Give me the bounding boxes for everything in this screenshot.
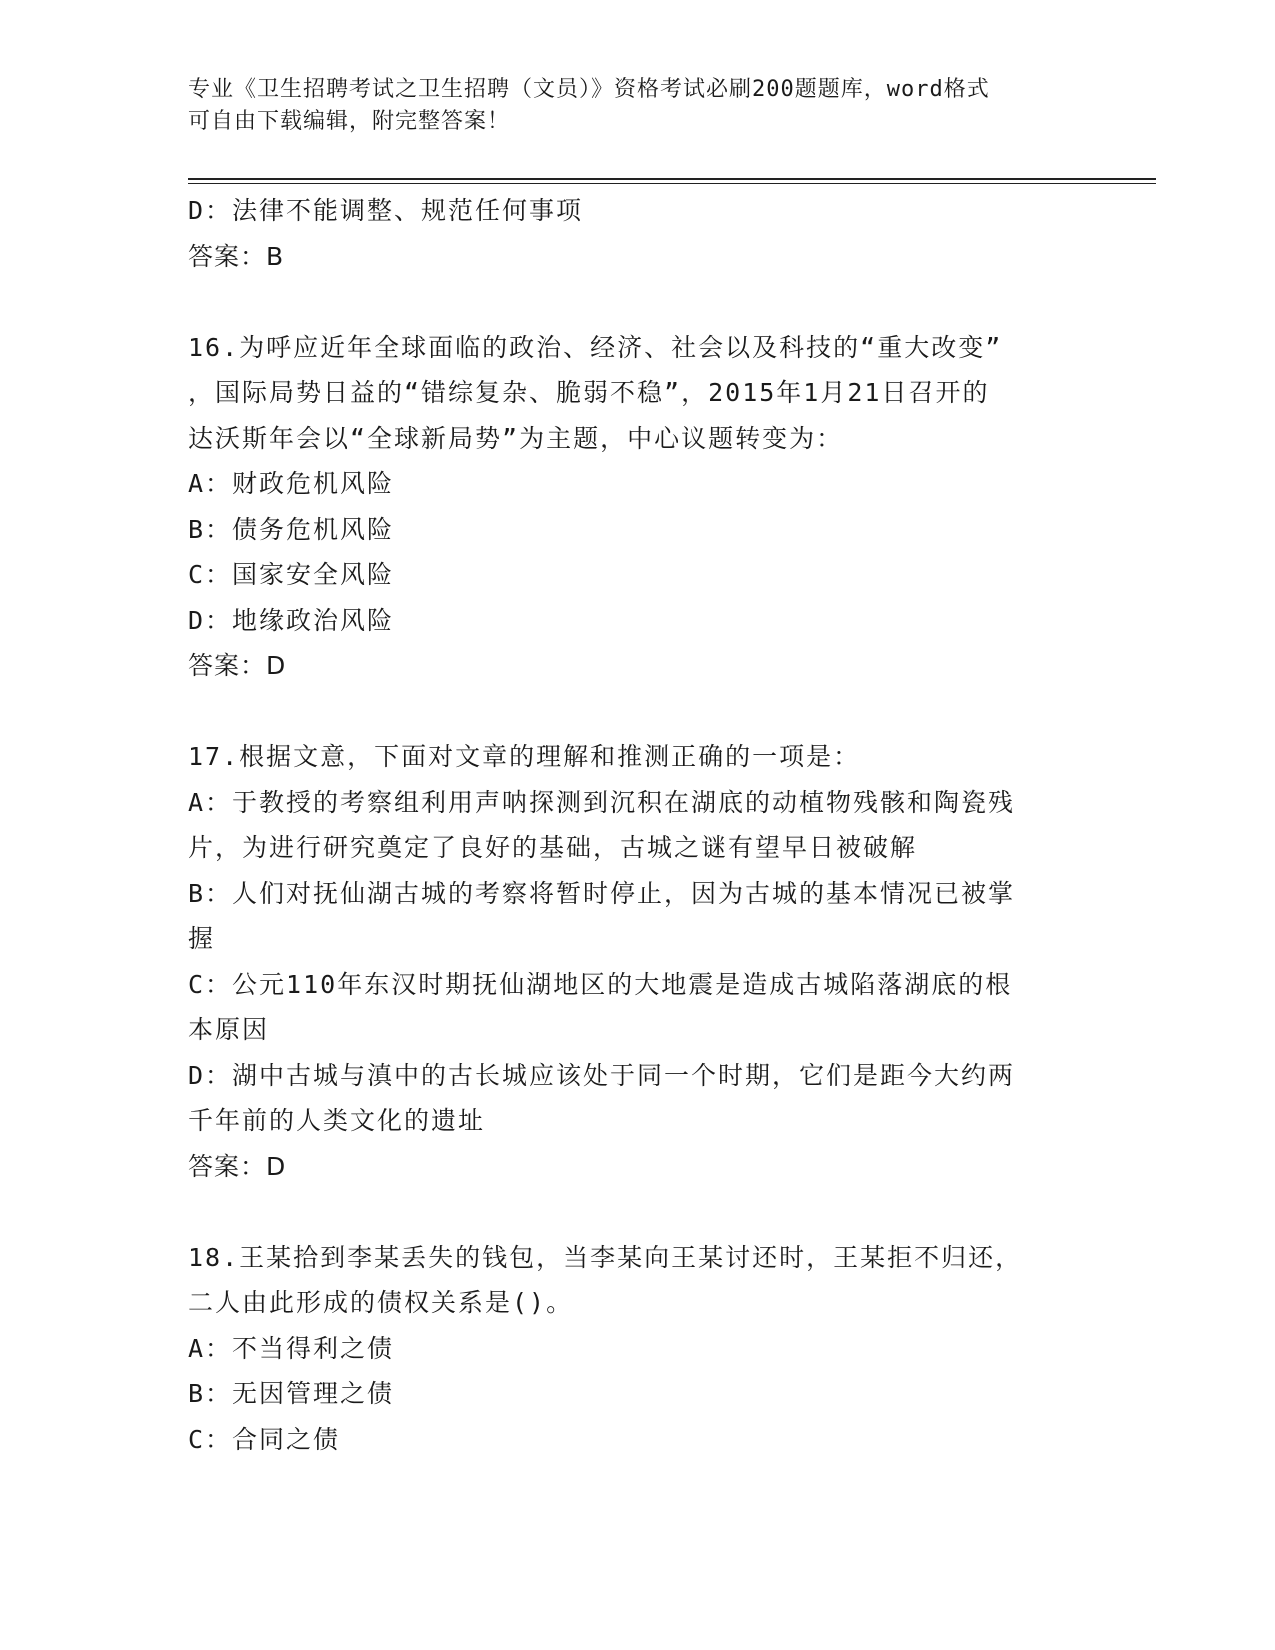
option-b: B：债务危机风险 bbox=[188, 514, 395, 544]
option-d: D：地缘政治风险 bbox=[188, 605, 395, 635]
question-content bbox=[188, 188, 1088, 1462]
header-divider-thin bbox=[188, 183, 1156, 184]
option-d: D：法律不能调整、规范任何事项 bbox=[188, 196, 584, 225]
question-stem-line: 16.为呼应近年全球面临的政治、经济、社会以及科技的“重大改变” bbox=[188, 332, 1003, 362]
answer: 答案：B bbox=[188, 241, 285, 271]
option-d-continued: 千年前的人类文化的遗址 bbox=[188, 1106, 486, 1135]
spacer bbox=[188, 279, 1088, 325]
header-title-line-1: 专业《卫生招聘考试之卫生招聘（文员）》资格考试必刷200题题库，word格式 bbox=[188, 77, 990, 102]
question-16 bbox=[188, 325, 1088, 689]
option-b-continued: 握 bbox=[188, 924, 216, 953]
previous-question-tail bbox=[188, 188, 1088, 279]
answer: 答案：D bbox=[188, 651, 287, 680]
question-stem-line: ，国际局势日益的“错综复杂、脆弱不稳”，2015年1月21日召开的 bbox=[188, 378, 990, 407]
option-b: B：无因管理之债 bbox=[188, 1379, 395, 1408]
question-stem-line: 18.王某拾到李某丢失的钱包，当李某向王某讨还时，王某拒不归还， bbox=[188, 1242, 1023, 1272]
option-c-continued: 本原因 bbox=[188, 1015, 270, 1044]
header-divider-thick bbox=[188, 178, 1156, 180]
option-a-continued: 片，为进行研究奠定了良好的基础，古城之谜有望早日被破解 bbox=[188, 833, 918, 862]
option-c: C：国家安全风险 bbox=[188, 560, 395, 589]
spacer bbox=[188, 689, 1088, 735]
option-c: C：合同之债 bbox=[188, 1424, 341, 1454]
option-a: A：于教授的考察组利用声呐探测到沉积在湖底的动植物残骸和陶瓷残 bbox=[188, 787, 1016, 817]
option-a: A：财政危机风险 bbox=[188, 469, 395, 498]
question-stem-line: 二人由此形成的债权关系是()。 bbox=[188, 1288, 574, 1317]
option-d: D：湖中古城与滇中的古长城应该处于同一个时期，它们是距今大约两 bbox=[188, 1060, 1016, 1090]
question-17 bbox=[188, 734, 1088, 1189]
header-title-line-2: 可自由下载编辑，附完整答案！ bbox=[188, 109, 511, 134]
answer: 答案：D bbox=[188, 1151, 287, 1181]
option-c: C：公元110年东汉时期抚仙湖地区的大地震是造成古城陷落湖底的根 bbox=[188, 969, 1013, 999]
page-header bbox=[188, 74, 1088, 138]
option-a: A：不当得利之债 bbox=[188, 1333, 395, 1363]
question-18 bbox=[188, 1235, 1088, 1463]
question-stem-line: 17.根据文意，下面对文章的理解和推测正确的一项是： bbox=[188, 742, 861, 771]
question-stem-line: 达沃斯年会以“全球新局势”为主题，中心议题转变为： bbox=[188, 423, 844, 453]
spacer bbox=[188, 1189, 1088, 1235]
option-b: B：人们对抚仙湖古城的考察将暂时停止，因为古城的基本情况已被掌 bbox=[188, 878, 1016, 908]
